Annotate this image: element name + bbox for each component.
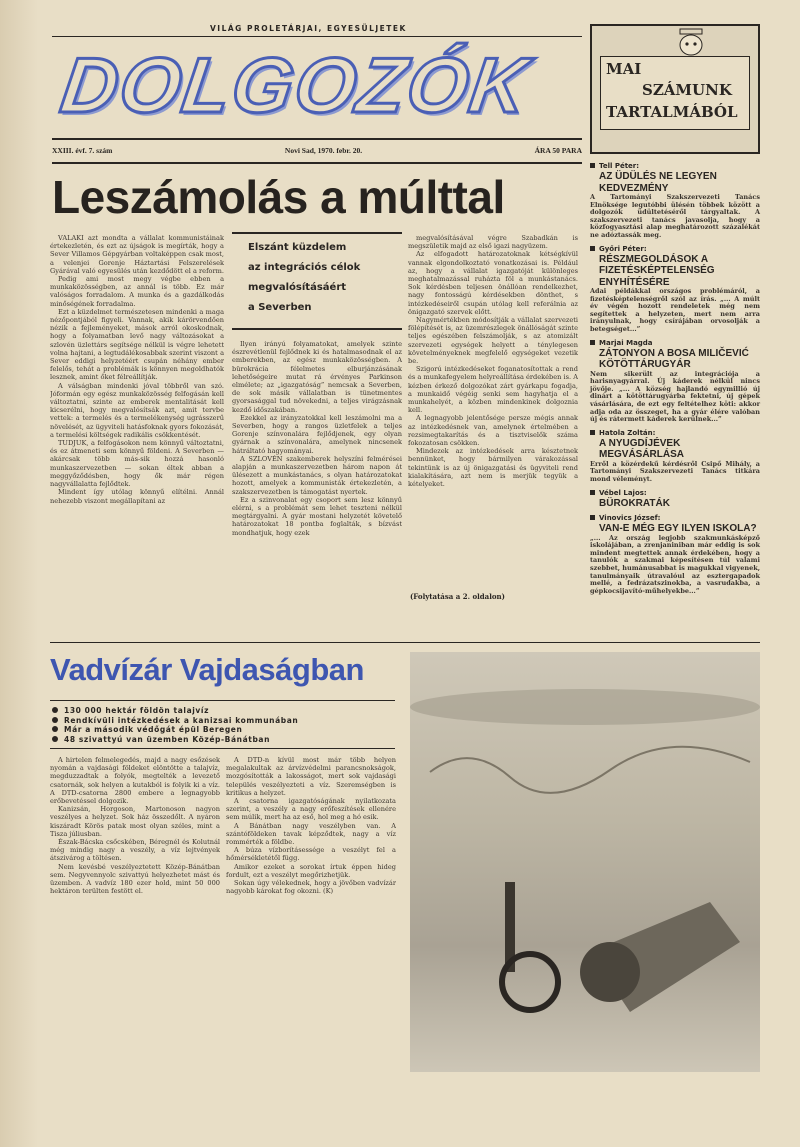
- issue-info: [52, 146, 582, 155]
- price: ÁRA 50 PARA: [534, 146, 582, 155]
- paragraph: Pedig ami most megy végbe ebben a munkaközösségben, az annál is több. Ez már valóságos forradalom. A munka és a gazdálkodás minőségének forradalma.: [50, 275, 224, 308]
- slogan: VILÁG PROLETÁRJAI, EGYESÜLJETEK: [210, 24, 407, 33]
- paragraph: Az elfogadott határozatoknak kétségkívül vannak elgondolkoztató vonatkozásai is. Például az, hogy a vállalat igazgatóját különleges meghatalmazással ruházta föl a munkástanács. Sok kérdésben teljesen önállóan rendelkezhet, nagy fontosságú kérdésekben dönthet, s intézkedéseiről csupán utólag kell referálnia az önigazgató szervek előtt.: [408, 250, 578, 316]
- issue-number: XXIII. évf. 7. szám: [52, 146, 113, 155]
- contents-title-line: TARTALMÁBÓL: [606, 103, 738, 121]
- bullet-item: 48 szivattyú van üzemben Közép-Bánátban: [52, 735, 298, 745]
- item-summary: Adai példákkal országos problémáról, a fizetésképtelenségről szól az írás. „... A múlt év végén hozott rendeletek még nem segítettek a helyzeten, mert nem arra irányulnak, hogy csírájában orvosolják a betegséget...”: [590, 287, 760, 334]
- paragraph: A SZLOVÉN szakemberek helyszíni felmérései alapján a munkaszervezetben három napon át ülésezett a munkástanács, s olyan határozatokat hozott, amelyek a kommunisták értekezletén, a szakszervezetben is támogatást nyertek.: [232, 454, 402, 496]
- item-author: Marjai Magda: [590, 339, 760, 348]
- paragraph: A Bánátban nagy veszélyben van. A szántóföldeken tavak képződtek, nagy a víz rommérték a földbe.: [226, 821, 396, 847]
- contents-list: [590, 162, 760, 595]
- item-title[interactable]: AZ ÜDÜLÉS NE LEGYEN KEDVEZMÉNY: [599, 171, 717, 194]
- contents-title-line: SZÁMUNK: [642, 81, 732, 99]
- second-column-1: [50, 756, 220, 1116]
- contents-item[interactable]: [590, 489, 760, 510]
- paragraph: megvalósításával végre Szabadkán is megszületik majd az első igazi nagyüzem.: [408, 234, 578, 251]
- paragraph: A búza vízborításessége a veszélyt fel a hőmérsékletétől függ.: [226, 846, 396, 863]
- paragraph: Nem kevésbé veszélyeztetett Közép-Bánátban sem. Negyvennyolc szivattyú helyezhetet mást és üzemben. A vadvíz 180 ezer hold, mint 50 000 hektáron terülten festött el.: [50, 862, 220, 896]
- lead-column-2: [232, 340, 402, 630]
- paragraph: Szigorú intézkedéseket foganatosítottak a rend és a munkafegyelem helyreállítása érdekében is. A kézben érkező dolgozókat zárt gyárkapu fogadja, a munkaidő végéig senki sem hagyhatja el a munkahelyét, a közben mindenkinek dolgoznia kell.: [408, 365, 578, 415]
- masthead-logo: DOLGOZÓK: [55, 41, 535, 129]
- paragraph: A hirtelen felmelegedés, majd a nagy esőzések nyomán a vajdasági földeket elöntötte a talajvíz, megduzzadtak a folyók, megtelték a levezető csatornák, sok helyen a kutakból is folyik ki a víz. A DTD-csatorna 2800 embere a legnagyobb erőbevetéssel dolgozik.: [50, 756, 220, 806]
- paragraph: Mindent így utólag könnyű elítélni. Annál nehezebb viszont megállapítani az: [50, 488, 224, 505]
- paragraph: A válságban mindenki jóval többről van szó. Jóformán egy egész munkaközösség felfogásán kell változtatni, szinte az emberek mentalitását kell kicserélni, hogy megvalósítsák azt, amit tervbe vettek: a termelés és a termelékenység ugrásszerű növelését, az ügyviteli hatásfoknak gyors fokozását, a termelési költségek radikális csökkentését.: [50, 381, 224, 439]
- paragraph: Észak-Bácska csőcskében, Béregnél és Kolutnál még mindig nagy a veszély, a víz lejtvények átszivárog a töltésen.: [50, 838, 220, 863]
- item-author: Vébel Lajos:: [590, 489, 760, 498]
- item-title[interactable]: ZÁTONYON A BOSA MILIČEVIĆ KÖTÖTTÁRUGYÁR: [599, 347, 749, 371]
- paragraph: Mindezek az intézkedések arra késztetnek bennünket, hogy bármilyen várakozással tekintünk is az új önigazgatási és ügyviteli rend kialakítására, azt nem is merjük tegyük a kételyeket.: [408, 447, 578, 489]
- page-edge: [0, 0, 38, 1147]
- item-title[interactable]: RÉSZMEGOLDÁSOK A FIZETÉSKÉPTELENSÉG ENYHÍTÉSÉRE: [599, 253, 715, 288]
- paragraph: TUDJUK, a felfogásokon nem könnyű változtatni, és ez átmeneti sem könnyű földeni. A Severben — akárcsak több más-sik hozzá hasonló munkaszervezetben — sokan éltek abban a meggyőződésben, hogy ők már régen nagyvállalatta fejlődtek.: [50, 439, 224, 489]
- bullet-item: 130 000 hektár földön talajvíz: [52, 706, 298, 716]
- mascot-icon: [662, 28, 722, 56]
- item-summary: Erről a közérdekű kérdésről Csipő Mihály, a Tartományi Szakszervezeti Tanács titkára mond véleményt.: [590, 459, 760, 483]
- paragraph: VALAKI azt mondta a vállalat kommunistáinak értekezletén, és ezt az újságok is megírták, hogy a Sever Villamos Gépgyárban voltaképpen csak most, a velenjei Gorenje Háztartási Felszerelések Gyárával való egyesülés után kezdődött el a reform.: [50, 234, 224, 275]
- item-author: Vinovics József:: [590, 514, 760, 523]
- item-author: Hatola Zoltán:: [590, 429, 760, 438]
- paragraph: Kanizsán, Horgoson, Martonoson nagyon veszélyes a helyzet. Sok ház összedőlt. A nyáron kiszáradt Körös patak most olyan széles, mint a Tisza júliusban.: [50, 805, 220, 838]
- subheading-line: megvalósításáért: [248, 282, 347, 293]
- item-author: Győri Péter:: [590, 245, 760, 254]
- subheading-line: az integrációs célok: [248, 262, 361, 273]
- divider: [52, 138, 582, 140]
- item-summary: Nem sikerült az integrációja a harisnyagyárral. Új káderek nélkül nincs jövője. „... A község hajlandó egymillió új dinárt a kötöttárugyárba fektetni, új gépek vásárlására, de ezt egy feltételhez köti: akkor adja oda az összeget, ha a gyár élére valóban új és rátermett káderek kerülnek...”: [590, 369, 760, 424]
- lead-column-3: [408, 234, 578, 586]
- divider: [52, 36, 582, 37]
- paragraph: Ilyen irányú folyamatokat, amelyek szinte észrevétlenül fejlődnek ki és hatalmasodnak el az emberekben, az egész munkaközösségben. A bürokrácia félelmetes elburjánzásának lehetőségeire mutat rá érvényes Parkinson elmélete; az „igazgatóság” nemcsak a Severben, de sok másik vállalatban is tünetmentes gyorsasággal tud növekedni, a teljes virágzásnak kezdő időszakában.: [232, 340, 402, 414]
- paragraph: Ezekkel az irányzatokkal kell leszámolni ma a Severben, hogy a rangos üzletfelek a teljes Gorenje színvonalára fejlődjenek, egy olyan gyárnak a színvonalára, amelynek nincsenek hátráltató hagyományai.: [232, 413, 402, 455]
- place-date: Novi Sad, 1970. febr. 20.: [284, 146, 363, 155]
- item-summary: A Tartományi Szakszervezeti Tanács Elnöksége legutóbbi ülésén többek között a dolgozók üdültetéséről tárgyaltak. A szakszervezeti tanács javasolja, hogy a közfogyasztási alap meghatározott százalékát ne adóztassák meg.: [590, 193, 760, 239]
- paragraph: Ez a szinvonalat egy csoport sem lesz könnyű elérni, s a problémát sem lehet teszteni nélkül megtárgyalni. A gyár mostani helyzetét követelő határozatokat 18 pontba foglalták, s bízvást mondhatjuk, hogy ezek: [232, 495, 402, 537]
- item-summary: „... Az ország legjobb szakmunkásképző iskolájában, a zrenjaniniban már eddig is sok mindent megtettek annak érdekében, hogy a tanulók a szakmai képesítésen túl valami szebbet, humánusabbat is magukkal vigyenek, tanulmányaik útravalóul az esztergapadok mellé, a fedrázatszinokba, a vasrudakba, a gépkocsijavító-műhelyekbe...”: [590, 533, 760, 595]
- lead-column-1: [50, 234, 224, 629]
- second-column-2: [226, 756, 396, 1116]
- contents-item[interactable]: [590, 162, 760, 240]
- bullet-item: Rendkívüli intézkedések a kanizsai kommunában: [52, 716, 298, 726]
- second-headline: Vadvízár Vajdaságban: [50, 652, 364, 687]
- item-author: Tell Péter:: [590, 162, 760, 171]
- lead-subheading: [232, 232, 402, 330]
- subheading-line: Elszánt küzdelem: [248, 242, 347, 253]
- contents-item[interactable]: [590, 514, 760, 595]
- paragraph: A DTD-n kívül most már több helyen megalakultak az árvízvédelmi parancsnokságok, mozgósították a lakosságot, mert sok vajdasági település veszélyezteti a víz. Szeremségben is kritikus a helyzet.: [226, 756, 396, 797]
- subheading-line: a Severben: [248, 302, 312, 313]
- flood-photo: [410, 652, 760, 1072]
- lead-headline: Leszámolás a múlttal: [52, 171, 505, 223]
- bullet-item: Már a második védőgát épül Beregen: [52, 725, 298, 735]
- contents-item[interactable]: [590, 339, 760, 424]
- paragraph: Ezt a küzdelmet természetesen mindenki a maga nézőpontjából figyeli. Vannak, akik kárörvendően nézik a fejleményeket, mások arról okoskodnak, hogy a folyamatban levő nagy változásokat a szlovén üzlettárs segítsége nélkül is végre lehetett volna hajtani, a legtudálékosabbak szerint viszont a Sever eddigi helyzetéért csupán néhány ember felelős, tehát a problémák is könnyen megoldhatók lesznek, amint őket félreállítják.: [50, 307, 224, 382]
- paragraph: Sokan úgy vélekednek, hogy a jövőben vadvízár nagyobb károkat fog okozni. (K): [226, 879, 396, 896]
- divider: [50, 642, 760, 643]
- summary-bullets: [52, 706, 298, 744]
- contents-title-line: MAI: [606, 60, 642, 78]
- contents-item[interactable]: [590, 429, 760, 484]
- pipe-illustration: [410, 652, 760, 1072]
- paragraph: Nagymértékben módosítják a vállalat szervezeti fölépítését is, az üzemrészlegek önállóságát szinte teljes egészében felszámolják, s az atomizált szervezeti egységek helyett a ténylegesen követelményeknek megfelelő egységeket vezetik be.: [408, 316, 578, 366]
- divider: [52, 162, 582, 164]
- contents-item[interactable]: [590, 245, 760, 334]
- divider: [50, 700, 395, 701]
- item-title[interactable]: BÜROKRATÁK: [599, 497, 670, 509]
- divider: [50, 748, 395, 749]
- contents-box: [590, 24, 760, 154]
- paragraph: Amikor ezeket a sorokat írtuk éppen hideg fordult, ezt a veszélyt megőrizhetjük.: [226, 862, 396, 879]
- item-title[interactable]: VAN-E MÉG EGY ILYEN ISKOLA?: [599, 523, 757, 535]
- item-title[interactable]: A NYUGDÍJÉVEK MEGVÁSÁRLÁSA: [599, 437, 685, 461]
- continued-note: (Folytatása a 2. oldalon): [410, 592, 505, 601]
- paragraph: A csatorna igazgatóságának nyilatkozata szerint, a veszély a nagy erőfeszítések ellenére sem múlik, mert ha az eső, hol meg a hó esik.: [226, 797, 396, 822]
- paragraph: A legnagyobb jelentősége persze mégis annak az intézkedésnek van, amelynek értelmében a rezsimegtakarítás és a tisztviselők száma fokozatosan csökken.: [408, 414, 578, 448]
